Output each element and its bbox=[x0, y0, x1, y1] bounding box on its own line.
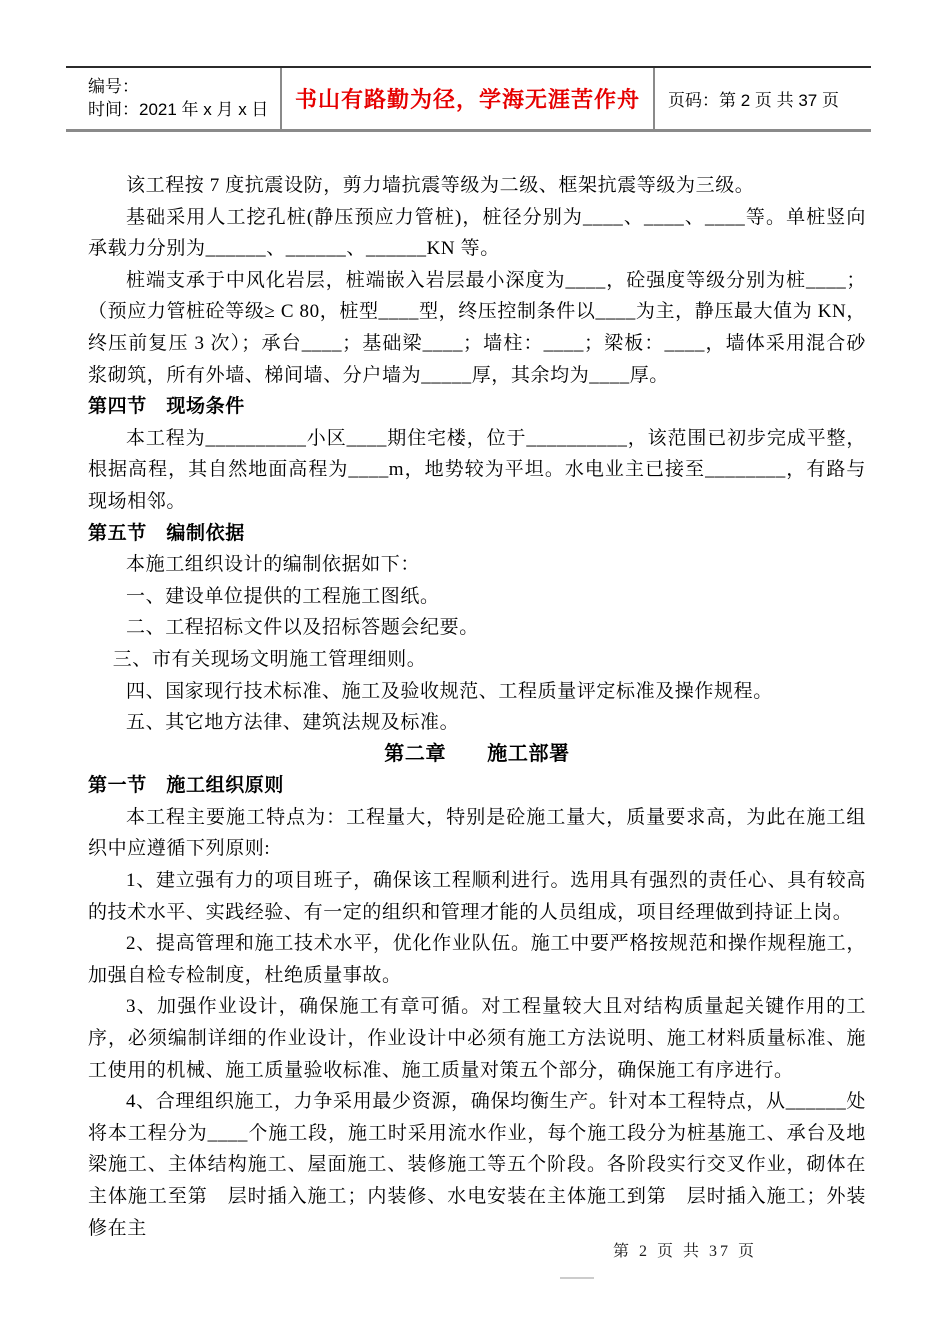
footer-page-number: 第 2 页 共 37 页 bbox=[613, 1243, 758, 1260]
doc-time-label: 时间：2021 年 x 月 x 日 bbox=[88, 100, 269, 119]
header-cell-meta bbox=[66, 68, 280, 129]
motto-text: 书山有路勤为径，学海无涯苦作舟 bbox=[294, 87, 640, 112]
chapter-heading-construction-deployment: 第二章 施工部署 bbox=[384, 742, 570, 765]
list-item: 五、其它地方法律、建筑法规及标准。 bbox=[126, 712, 460, 734]
footer-divider-line bbox=[560, 1277, 594, 1279]
header-table bbox=[66, 66, 871, 132]
paragraph: 2、提高管理和施工技术水平，优化作业队伍。施工中要严格按规范和操作规程施工，加强自检专检制度，杜绝质量事故。 bbox=[88, 933, 866, 986]
paragraph: 1、建立强有力的项目班子，确保该工程顺利进行。选用具有强烈的责任心、具有较高的技术水平、实践经验、有一定的组织和管理才能的人员组成，项目经理做到持证上岗。 bbox=[88, 870, 866, 923]
paragraph: 基础采用人工挖孔桩(静压预应力管桩)，桩径分别为____、____、____等。单桩竖向承载力分别为______、______、______KN 等。 bbox=[88, 206, 866, 260]
paragraph: 本工程为__________小区____期住宅楼，位于__________，该范围已初步完成平整，根据高程，其自然地面高程为____m，地势较为平坦。水电业主已接至________，有路与现场相邻。 bbox=[88, 427, 866, 512]
list-item: 四、国家现行技术标准、施工及验收规范、工程质量评定标准及操作规程。 bbox=[126, 680, 773, 702]
section-heading-organization-principles: 第一节 施工组织原则 bbox=[88, 775, 285, 797]
paragraph: 3、加强作业设计，确保施工有章可循。对工程量较大且对结构质量起关键作用的工序，必须编制详细的作业设计，作业设计中必须有施工方法说明、施工材料质量标准、施工使用的机械、施工质量验收标准、施工质量对策五个部分，确保施工有序进行。 bbox=[88, 996, 866, 1081]
list-item: 二、工程招标文件以及招标答题会纪要。 bbox=[126, 617, 479, 639]
section-heading-site-conditions: 第四节 现场条件 bbox=[88, 396, 245, 418]
paragraph: 本工程主要施工特点为：工程量大，特别是砼施工量大，质量要求高，为此在施工组织中应遵循下列原则: bbox=[88, 806, 866, 860]
paragraph: 本施工组织设计的编制依据如下： bbox=[126, 554, 421, 576]
section-heading-compilation-basis: 第五节 编制依据 bbox=[88, 522, 245, 544]
document-content bbox=[88, 170, 866, 1244]
paragraph: 该工程按 7 度抗震设防，剪力墙抗震等级为二级、框架抗震等级为三级。 bbox=[126, 175, 755, 196]
list-item: 一、建设单位提供的工程施工图纸。 bbox=[126, 585, 440, 607]
paragraph: 桩端支承于中风化岩层，桩端嵌入岩层最小深度为____，砼强度等级分别为桩____；（预应力管桩砼等级≥ C 80，桩型____型，终压控制条件以____为主，静压最大值为 KN，终压前复压 3 次）；承台____；基础梁____；墙柱：____；梁板：____，墙体采用混合砂浆砌筑，所有外墙、梯间墙、分户墙为_____厚，其余均为____厚。 bbox=[88, 269, 866, 386]
paragraph: 4、合理组织施工，力争采用最少资源，确保均衡生产。针对本工程特点，从______处将本工程分为____个施工段，施工时采用流水作业，每个施工段分为桩基施工、承台及地梁施工、主体结构施工、屋面施工、装修施工等五个阶段。各阶段实行交叉作业，砌体在主体施工至第 层时插入施工；内装修、水电安装在主体施工到第 层时插入施工；外装修在主 bbox=[88, 1091, 866, 1239]
doc-number-label: 编号： bbox=[88, 77, 139, 96]
header-cell-page-info bbox=[655, 68, 871, 129]
page-info-text: 页码：第 2 页 共 37 页 bbox=[668, 91, 839, 110]
list-item: 三、市有关现场文明施工管理细则。 bbox=[112, 648, 427, 670]
header-cell-motto bbox=[280, 68, 655, 129]
